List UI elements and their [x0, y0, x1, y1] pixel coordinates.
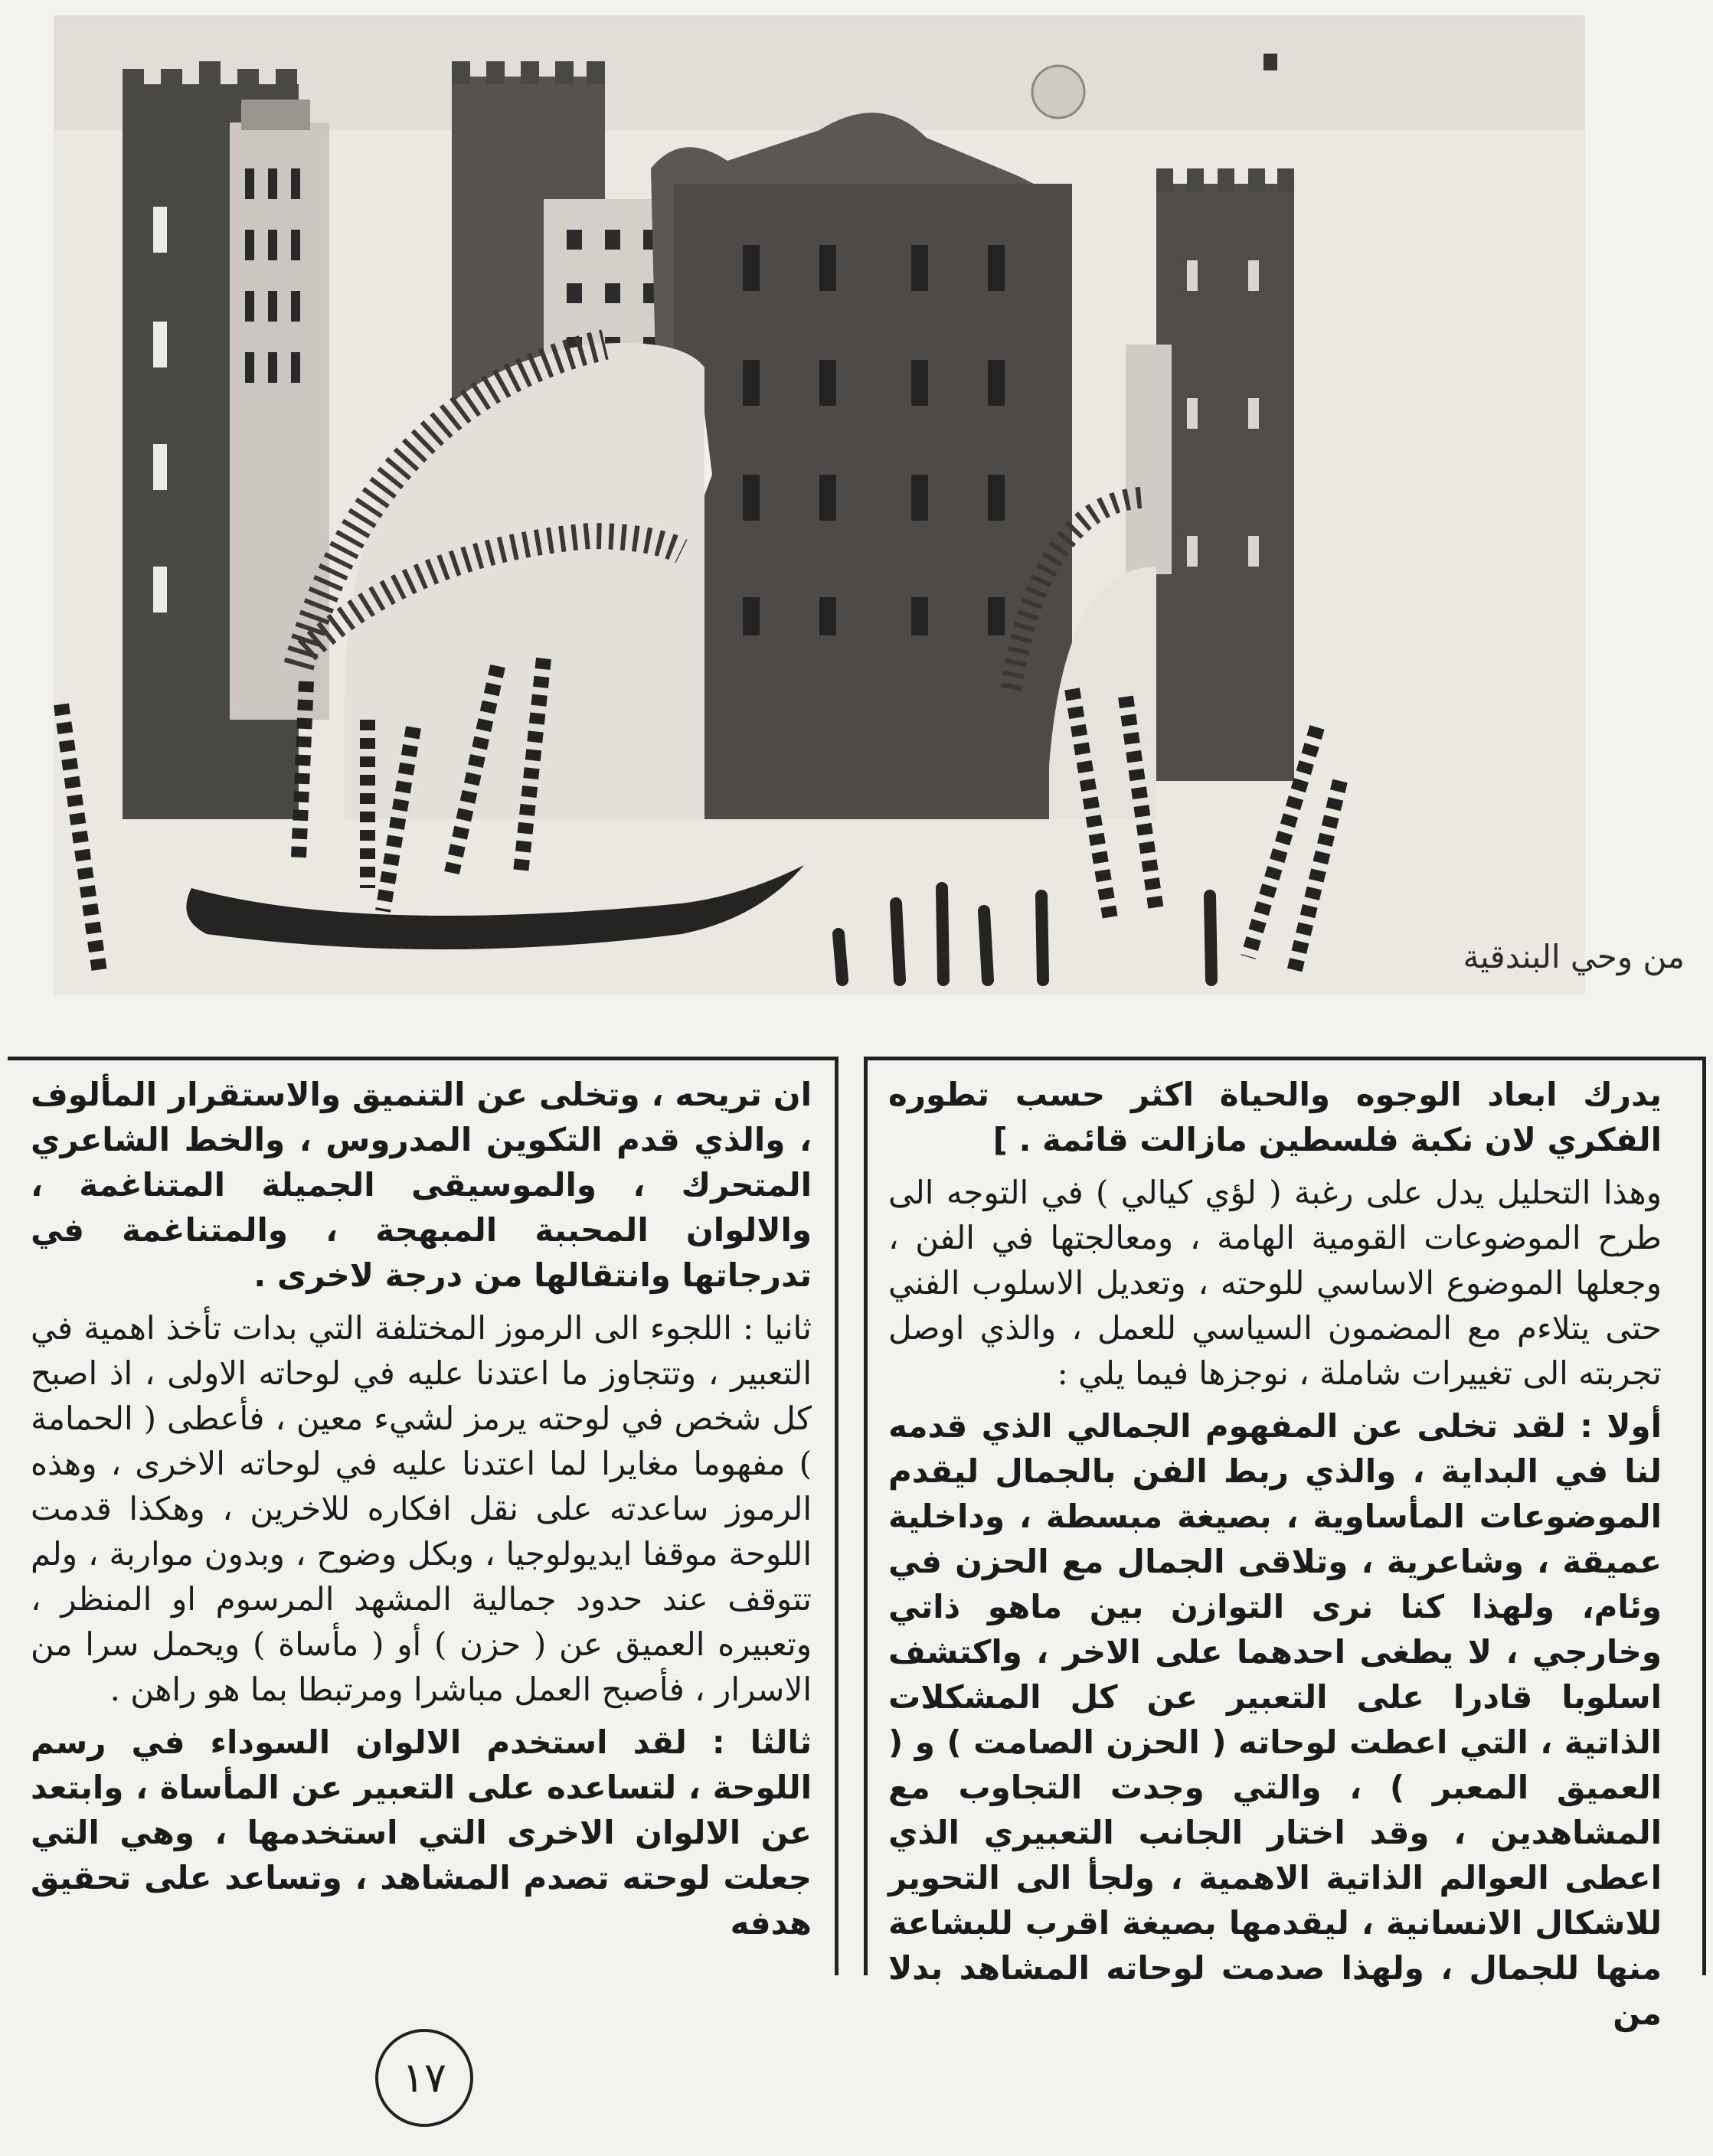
right-column-paragraph-3: أولا : لقد تخلى عن المفهوم الجمالي الذي قدمه لنا في البداية ، والذي ربط الفن بالجمال ليقدم الموضوعات المأساوية ، بصيغة مبسطة ، وداخلية عميقة ، وشاعرية ، وتلاقى الجمال مع الحزن في وئام، ولهذا كنا نرى التوازن بين ماهو ذاتي وخارجي ، لا يطغى احدهما على الاخر ، واكتشف اسلوبا قادرا على التعبير عن كل المشكلات الذاتية ، التي اعطت لوحاته ( الحزن الصامت ) و ( العميق المعبر ) ، والتي وجدت التجاوب مع المشاهدين ، وقد اختار الجانب التعبيري الذي اعطى العوالم الذاتية الاهمية ، ولجأ الى التحوير للاشكال الانسانية ، ليقدمها بصيغة اقرب للبشاعة منها للجمال ، ولهذا صدمت لوحاته المشاهد بدلا من — [888, 1407, 1662, 2032]
right-column — [873, 1057, 1700, 2032]
page-number: ١٧ — [375, 2029, 473, 2127]
venice-artwork — [54, 15, 1585, 995]
left-column-paragraph-1: ان تريحه ، وتخلى عن التنميق والاستقرار المألوف ، والذي قدم التكوين المدروس ، والخط الشاعري المتحرك ، والموسيقى الجميلة المتناغمة ، والالوان المحببة المبهجة ، والمتناغمة في تدرجاتها وانتقالها من درجة لاخرى . — [31, 1076, 812, 1294]
right-column-paragraph-2: وهذا التحليل يدل على رغبة ( لؤي كيالي ) في التوجه الى طرح الموضوعات القومية الهامة ، ومعالجتها في الفن ، وجعلها الموضوع الاساسي للوحته ، وتعديل الاسلوب الفني حتى يتلاءم مع المضمون السياسي للعمل ، والذي اوصل تجربته الى تغييرات شاملة ، نوجزها فيما يلي : — [888, 1174, 1662, 1392]
left-column-paragraph-3: ثالثا : لقد استخدم الالوان السوداء في رسم اللوحة ، لتساعده على التعبير عن المأساة ، وابتعد عن الالوان الاخرى التي استخدمها ، وهي التي جعلت لوحته تصدم المشاهد ، وتساعد على تحقيق هدفه — [31, 1723, 812, 1942]
left-column — [15, 1057, 827, 1968]
artwork-caption: من وحي البندقية — [1463, 938, 1685, 975]
right-column-paragraph-1: يدرك ابعاد الوجوه والحياة اكثر حسب تطوره الفكري لان نكبة فلسطين مازالت قائمة . ] — [888, 1076, 1662, 1158]
left-column-paragraph-2: ثانيا : اللجوء الى الرموز المختلفة التي بدات تأخذ اهمية في التعبير ، وتتجاوز ما اعتدنا عليه في لوحاته الاولى ، اذ اصبح كل شخص في لوحته يرمز لشيء معين ، فأعطى ( الحمامة ) مفهوما مغايرا لما اعتدنا عليه في لوحاته الاخرى ، وهذه الرموز ساعدته على نقل افكاره للاخرين ، وهكذا قدمت اللوحة موقفا ايديولوجيا ، وبكل وضوح ، وبدون مواربة ، ولم تتوقف عند حدود جمالية المشهد المرسوم او المنظر ، وتعبيره العميق عن ( حزن ) أو ( مأساة ) ويحمل سرا من الاسرار ، فأصبح العمل مباشرا ومرتبطا بما هو راهن . — [31, 1309, 812, 1708]
